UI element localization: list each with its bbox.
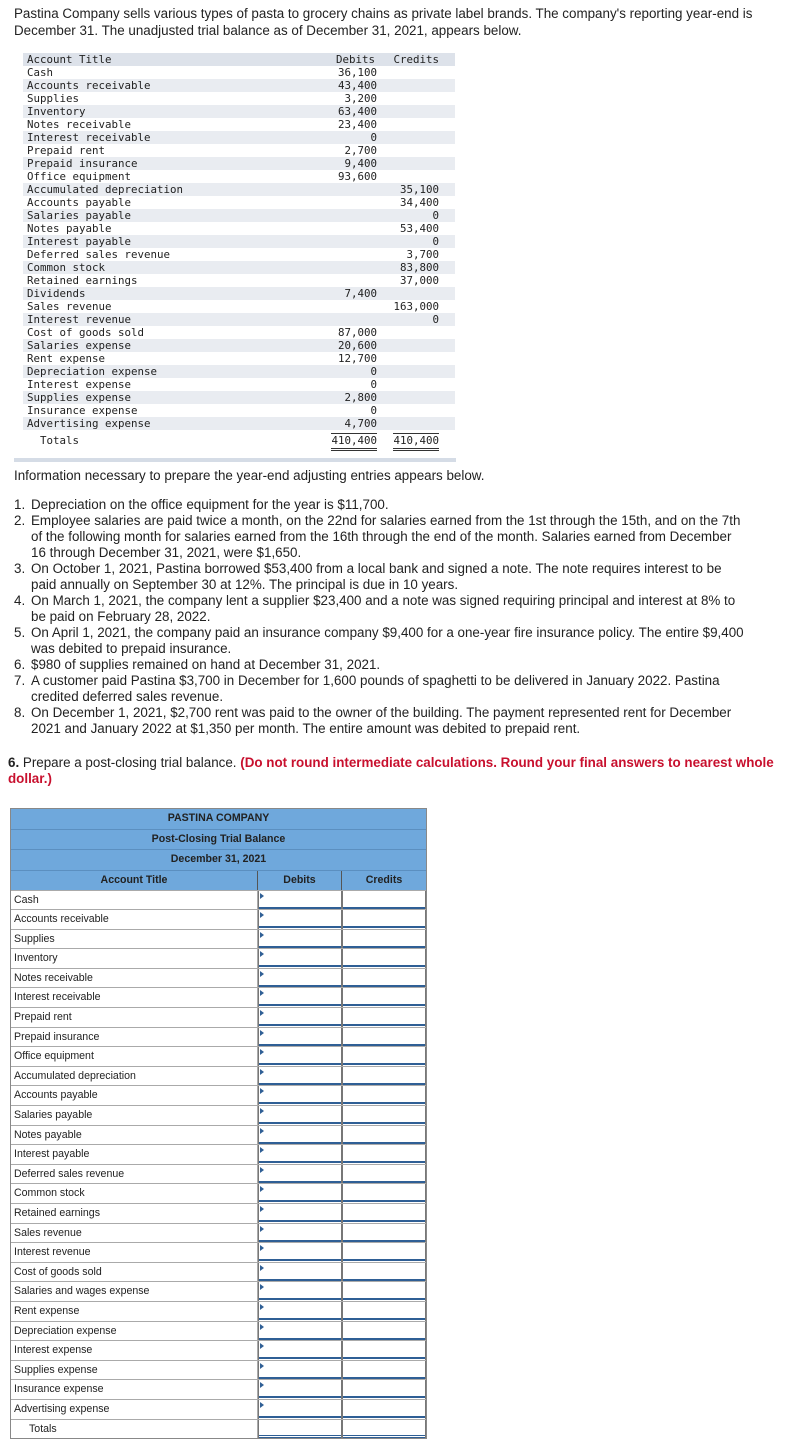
list-item-text: On March 1, 2021, the company lent a supplier $23,400 and a note was signed requiring principal and interest at 8% to be paid on February 28, 2022.: [31, 593, 736, 624]
debit-amount: 2,800: [344, 391, 377, 404]
trial-balance-row: [23, 118, 455, 131]
debit-amount: 12,700: [337, 352, 377, 365]
table-row: [11, 1105, 426, 1125]
trial-balance-row: [23, 339, 455, 352]
debit-amount: 9,400: [344, 157, 377, 170]
col-account-title: Account Title: [11, 871, 258, 890]
list-item-text: Employee salaries are paid twice a month, on the 22nd for salaries earned from the 1st through the 15th, and on the 7th of the following month for salaries earned from the 16th through the end of the month. Salaries earned from December 16 through December 31, 2021, were $1,650.: [31, 513, 741, 560]
list-item-number: 6.: [14, 657, 26, 672]
debit-amount: 7,400: [344, 287, 377, 300]
table-row: [11, 1301, 426, 1321]
credit-input[interactable]: [343, 1068, 425, 1085]
question: [8, 755, 783, 787]
debit-input[interactable]: [259, 1068, 341, 1085]
dropdown-marker-icon[interactable]: [260, 951, 264, 957]
table-row: [11, 1340, 426, 1360]
account-title: Depreciation expense: [27, 365, 158, 378]
debit-input[interactable]: [259, 1342, 341, 1359]
trial-balance-row: [23, 248, 455, 261]
trial-balance-row: [23, 92, 455, 105]
trial-balance-totals: [23, 432, 455, 450]
credit-input[interactable]: [343, 1048, 425, 1065]
debit-amount: 63,400: [337, 105, 377, 118]
credit-amount: 0: [432, 235, 439, 248]
account-title: Rent expense: [27, 352, 106, 365]
totals-label: Totals: [11, 1420, 258, 1439]
credit-input[interactable]: [343, 1029, 425, 1046]
table-row: [11, 1046, 426, 1066]
account-title: Salaries and wages expense: [11, 1282, 258, 1301]
debit-input[interactable]: [259, 1362, 341, 1379]
credit-input[interactable]: [343, 1107, 425, 1124]
list-item: [14, 561, 744, 593]
account-title: Cash: [11, 891, 258, 910]
table-row: [11, 1360, 426, 1380]
list-item: [14, 657, 744, 673]
account-title: Salaries expense: [27, 339, 132, 352]
account-title: Accumulated depreciation: [11, 1067, 258, 1086]
list-item-number: 8.: [14, 705, 26, 720]
account-title: Interest receivable: [27, 131, 151, 144]
list-item-number: 1.: [14, 497, 26, 512]
trial-balance-row: [23, 222, 455, 235]
trial-balance-row: [23, 235, 455, 248]
credit-input[interactable]: [343, 1401, 425, 1418]
account-title: Cost of goods sold: [11, 1263, 258, 1282]
debit-amount: 0: [370, 378, 377, 391]
dropdown-marker-icon[interactable]: [260, 1226, 264, 1232]
credit-input[interactable]: [343, 1185, 425, 1202]
debit-input[interactable]: [259, 950, 341, 967]
dropdown-marker-icon[interactable]: [260, 1069, 264, 1075]
debit-input[interactable]: [259, 1087, 341, 1104]
credit-input[interactable]: [343, 931, 425, 948]
totals-debits: 410,400: [331, 433, 377, 451]
account-title: Prepaid insurance: [27, 157, 138, 170]
list-item: [14, 705, 744, 737]
account-title: Office equipment: [11, 1047, 258, 1066]
debit-amount: 20,600: [337, 339, 377, 352]
trial-balance-row: [23, 131, 455, 144]
debit-input[interactable]: [259, 1107, 341, 1124]
account-title: Inventory: [27, 105, 86, 118]
credit-amount: 3,700: [406, 248, 439, 261]
dropdown-marker-icon[interactable]: [260, 1402, 264, 1408]
dropdown-marker-icon[interactable]: [260, 1030, 264, 1036]
list-item-number: 5.: [14, 625, 26, 640]
list-item-number: 4.: [14, 593, 26, 608]
debit-amount: 23,400: [337, 118, 377, 131]
dropdown-marker-icon[interactable]: [260, 1167, 264, 1173]
dropdown-marker-icon[interactable]: [260, 1324, 264, 1330]
debit-amount: 4,700: [344, 417, 377, 430]
statement-title: Post-Closing Trial Balance: [11, 830, 426, 851]
debit-amount: 2,700: [344, 144, 377, 157]
trial-balance-row: [23, 261, 455, 274]
credit-input[interactable]: [343, 1381, 425, 1398]
credit-input[interactable]: [343, 1362, 425, 1379]
trial-balance-row: [23, 365, 455, 378]
dropdown-marker-icon[interactable]: [260, 1382, 264, 1388]
table-row: [11, 1144, 426, 1164]
table-row: [11, 890, 426, 910]
unadjusted-trial-balance: [23, 53, 455, 450]
debit-amount: 87,000: [337, 326, 377, 339]
trial-balance-header: [23, 53, 455, 66]
statement-date: December 31, 2021: [11, 850, 426, 871]
dropdown-marker-icon[interactable]: [260, 1265, 264, 1271]
credit-amount: 53,400: [399, 222, 439, 235]
account-title: Notes payable: [27, 222, 112, 235]
list-item: [14, 513, 744, 561]
debit-input[interactable]: [259, 989, 341, 1006]
dropdown-marker-icon[interactable]: [260, 893, 264, 899]
post-closing-trial-balance: [10, 808, 427, 1439]
account-title: Prepaid rent: [11, 1008, 258, 1027]
credit-input[interactable]: [343, 1166, 425, 1183]
account-title: Accumulated depreciation: [27, 183, 184, 196]
info-heading: Information necessary to prepare the year-end adjusting entries appears below.: [14, 468, 485, 483]
company-name: PASTINA COMPANY: [11, 809, 426, 830]
credit-amount: 0: [432, 313, 439, 326]
account-title: Common stock: [27, 261, 106, 274]
divider: [14, 458, 456, 462]
table-row: [11, 1183, 426, 1203]
list-item-number: 3.: [14, 561, 26, 576]
dropdown-marker-icon[interactable]: [260, 1186, 264, 1192]
list-item: [14, 593, 744, 625]
account-title: Advertising expense: [11, 1400, 258, 1419]
account-title: Interest receivable: [11, 988, 258, 1007]
header-credits: Credits: [393, 53, 439, 66]
credit-input[interactable]: [343, 1127, 425, 1144]
account-title: Interest expense: [11, 1341, 258, 1360]
account-title: Sales revenue: [11, 1224, 258, 1243]
account-title: Accounts receivable: [11, 910, 258, 929]
table-row: [11, 1125, 426, 1145]
dropdown-marker-icon[interactable]: [260, 1010, 264, 1016]
account-title: Inventory: [11, 949, 258, 968]
credit-input[interactable]: [343, 1303, 425, 1320]
table-row: [11, 1027, 426, 1047]
table-row: [11, 1164, 426, 1184]
dropdown-marker-icon[interactable]: [260, 990, 264, 996]
table-row: [11, 1007, 426, 1027]
debit-amount: 0: [370, 404, 377, 417]
trial-balance-row: [23, 170, 455, 183]
trial-balance-row: [23, 300, 455, 313]
credit-input[interactable]: [343, 989, 425, 1006]
account-title: Salaries payable: [27, 209, 132, 222]
debit-amount: 93,600: [337, 170, 377, 183]
credit-input[interactable]: [343, 1342, 425, 1359]
debit-input[interactable]: [259, 1029, 341, 1046]
table-row: [11, 909, 426, 929]
trial-balance-row: [23, 378, 455, 391]
account-title: Interest payable: [27, 235, 132, 248]
question-number: 6.: [8, 755, 20, 770]
list-item-number: 7.: [14, 673, 26, 688]
table-row: [11, 968, 426, 988]
credit-input[interactable]: [343, 911, 425, 928]
debit-input[interactable]: [259, 1381, 341, 1398]
trial-balance-row: [23, 144, 455, 157]
credit-input[interactable]: [343, 1244, 425, 1261]
account-title: Rent expense: [11, 1302, 258, 1321]
credit-amount: 35,100: [399, 183, 439, 196]
list-item-text: Depreciation on the office equipment for the year is $11,700.: [31, 497, 389, 512]
trial-balance-row: [23, 404, 455, 417]
dropdown-marker-icon[interactable]: [260, 1245, 264, 1251]
list-item-text: On April 1, 2021, the company paid an insurance company $9,400 for a one-year fire insurance policy. The entire $9,400 was debited to prepaid insurance.: [31, 625, 744, 656]
table-row: [11, 929, 426, 949]
col-debits: Debits: [258, 871, 342, 890]
account-title: Dividends: [27, 287, 86, 300]
debit-input[interactable]: [259, 1048, 341, 1065]
trial-balance-row: [23, 274, 455, 287]
debit-input[interactable]: [259, 1225, 341, 1242]
list-item-text: A customer paid Pastina $3,700 in December for 1,600 pounds of spaghetti to be delivered in January 2022. Pastina credited deferred sales revenue.: [31, 673, 720, 704]
table-row: [11, 987, 426, 1007]
dropdown-marker-icon[interactable]: [260, 1284, 264, 1290]
debit-input[interactable]: [259, 931, 341, 948]
debit-amount: 36,100: [337, 66, 377, 79]
debit-amount: 0: [370, 365, 377, 378]
account-title: Office equipment: [27, 170, 132, 183]
table-row: [11, 1085, 426, 1105]
credit-input[interactable]: [343, 892, 425, 909]
debit-input[interactable]: [259, 970, 341, 987]
debit-input[interactable]: [259, 1244, 341, 1261]
debit-input[interactable]: [259, 1401, 341, 1418]
table-row: [11, 1321, 426, 1341]
trial-balance-row: [23, 326, 455, 339]
debit-input[interactable]: [259, 911, 341, 928]
totals-row: [11, 1419, 426, 1439]
account-title: Insurance expense: [27, 404, 138, 417]
trial-balance-row: [23, 79, 455, 92]
table-row: [11, 1242, 426, 1262]
account-title: Interest revenue: [27, 313, 132, 326]
table-row: [11, 1262, 426, 1282]
account-title: Prepaid insurance: [11, 1028, 258, 1047]
list-item: [14, 625, 744, 657]
account-title: Interest revenue: [11, 1243, 258, 1262]
trial-balance-row: [23, 287, 455, 300]
debit-input[interactable]: [259, 1283, 341, 1300]
list-item-number: 2.: [14, 513, 26, 528]
account-title: Retained earnings: [27, 274, 138, 287]
header-debits: Debits: [335, 53, 375, 66]
debit-amount: 3,200: [344, 92, 377, 105]
trial-balance-row: [23, 157, 455, 170]
dropdown-marker-icon[interactable]: [260, 1088, 264, 1094]
question-text: Prepare a post-closing trial balance.: [19, 755, 241, 770]
account-title: Deferred sales revenue: [11, 1165, 258, 1184]
debit-input[interactable]: [259, 1009, 341, 1026]
account-title: Interest payable: [11, 1145, 258, 1164]
debit-input[interactable]: [259, 1303, 341, 1320]
trial-balance-row: [23, 209, 455, 222]
dropdown-marker-icon[interactable]: [260, 1206, 264, 1212]
account-title: Notes payable: [11, 1126, 258, 1145]
account-title: Retained earnings: [11, 1204, 258, 1223]
account-title: Sales revenue: [27, 300, 112, 313]
trial-balance-row: [23, 352, 455, 365]
credit-amount: 0: [432, 209, 439, 222]
list-item: [14, 673, 744, 705]
list-item-text: On October 1, 2021, Pastina borrowed $53,400 from a local bank and signed a note. The note requires interest to be paid annually on September 30 at 12%. The principal is due in 10 years.: [31, 561, 722, 592]
col-credits: Credits: [365, 873, 403, 886]
trial-balance-row: [23, 391, 455, 404]
account-title: Accounts receivable: [27, 79, 151, 92]
account-title: Common stock: [11, 1184, 258, 1203]
debit-input[interactable]: [259, 892, 341, 909]
table-row: [11, 1281, 426, 1301]
credit-input[interactable]: [343, 1225, 425, 1242]
list-item: [14, 497, 744, 513]
totals-label: Totals: [40, 434, 80, 447]
account-title: Prepaid rent: [27, 144, 106, 157]
credit-input[interactable]: [343, 1146, 425, 1163]
account-title: Notes receivable: [27, 118, 132, 131]
total-credit-input[interactable]: [343, 1421, 425, 1438]
credit-amount: 83,800: [399, 261, 439, 274]
trial-balance-row: [23, 313, 455, 326]
table-row: [11, 1399, 426, 1419]
list-item-text: On December 1, 2021, $2,700 rent was paid to the owner of the building. The payment represented rent for December 2021 and January 2022 at $1,350 per month. The entire amount was debited to prepaid rent.: [31, 705, 732, 736]
table-row: [11, 1203, 426, 1223]
dropdown-marker-icon[interactable]: [260, 1108, 264, 1114]
account-title: Interest expense: [27, 378, 132, 391]
totals-credits: 410,400: [393, 433, 439, 451]
adjustment-list: [14, 497, 744, 737]
debit-input[interactable]: [259, 1264, 341, 1281]
trial-balance-row: [23, 196, 455, 209]
dropdown-marker-icon[interactable]: [260, 1363, 264, 1369]
dropdown-marker-icon[interactable]: [260, 1304, 264, 1310]
credit-input[interactable]: [343, 970, 425, 987]
account-title: Supplies: [11, 930, 258, 949]
dropdown-marker-icon[interactable]: [260, 1128, 264, 1134]
account-title: Supplies expense: [27, 391, 132, 404]
table-row: [11, 1066, 426, 1086]
trial-balance-row: [23, 105, 455, 118]
table-row: [11, 948, 426, 968]
account-title: Advertising expense: [27, 417, 151, 430]
trial-balance-row: [23, 66, 455, 79]
credit-input[interactable]: [343, 1009, 425, 1026]
trial-balance-row: [23, 183, 455, 196]
dropdown-marker-icon[interactable]: [260, 1049, 264, 1055]
account-title: Cash: [27, 66, 54, 79]
debit-input[interactable]: [259, 1146, 341, 1163]
dropdown-marker-icon[interactable]: [260, 1343, 264, 1349]
dropdown-marker-icon[interactable]: [260, 912, 264, 918]
account-title: Depreciation expense: [11, 1322, 258, 1341]
header-account-title: Account Title: [27, 53, 112, 66]
account-title: Supplies: [27, 92, 80, 105]
column-headers: [11, 871, 426, 890]
account-title: Cost of goods sold: [27, 326, 145, 339]
dropdown-marker-icon[interactable]: [260, 971, 264, 977]
question-instruction: (Do not round intermediate calculations. Round your final answers to nearest whole dollar.): [8, 755, 774, 786]
debit-amount: 0: [370, 131, 377, 144]
debit-input[interactable]: [259, 1166, 341, 1183]
table-row: [11, 1223, 426, 1243]
total-debit-input[interactable]: [259, 1421, 341, 1438]
account-title: Supplies expense: [11, 1361, 258, 1380]
account-title: Deferred sales revenue: [27, 248, 171, 261]
credit-amount: 163,000: [393, 300, 439, 313]
credit-input[interactable]: [343, 950, 425, 967]
account-title: Insurance expense: [11, 1380, 258, 1399]
credit-input[interactable]: [343, 1205, 425, 1222]
credit-amount: 37,000: [399, 274, 439, 287]
debit-amount: 43,400: [337, 79, 377, 92]
credit-input[interactable]: [343, 1264, 425, 1281]
account-title: Accounts payable: [27, 196, 132, 209]
account-title: Notes receivable: [11, 969, 258, 988]
debit-input[interactable]: [259, 1127, 341, 1144]
table-row: [11, 1379, 426, 1399]
debit-input[interactable]: [259, 1323, 341, 1340]
account-title: Salaries payable: [11, 1106, 258, 1125]
credit-input[interactable]: [343, 1087, 425, 1104]
trial-balance-row: [23, 417, 455, 430]
dropdown-marker-icon[interactable]: [260, 1147, 264, 1153]
intro-text: Pastina Company sells various types of pasta to grocery chains as private label brands. The company's reporting year-end is December 31. The unadjusted trial balance as of December 31, 2021, appears below.: [14, 6, 753, 38]
debit-input[interactable]: [259, 1205, 341, 1222]
account-title: Accounts payable: [11, 1086, 258, 1105]
credit-input[interactable]: [343, 1283, 425, 1300]
credit-input[interactable]: [343, 1323, 425, 1340]
debit-input[interactable]: [259, 1185, 341, 1202]
list-item-text: $980 of supplies remained on hand at December 31, 2021.: [31, 657, 381, 672]
credit-amount: 34,400: [399, 196, 439, 209]
dropdown-marker-icon[interactable]: [260, 932, 264, 938]
